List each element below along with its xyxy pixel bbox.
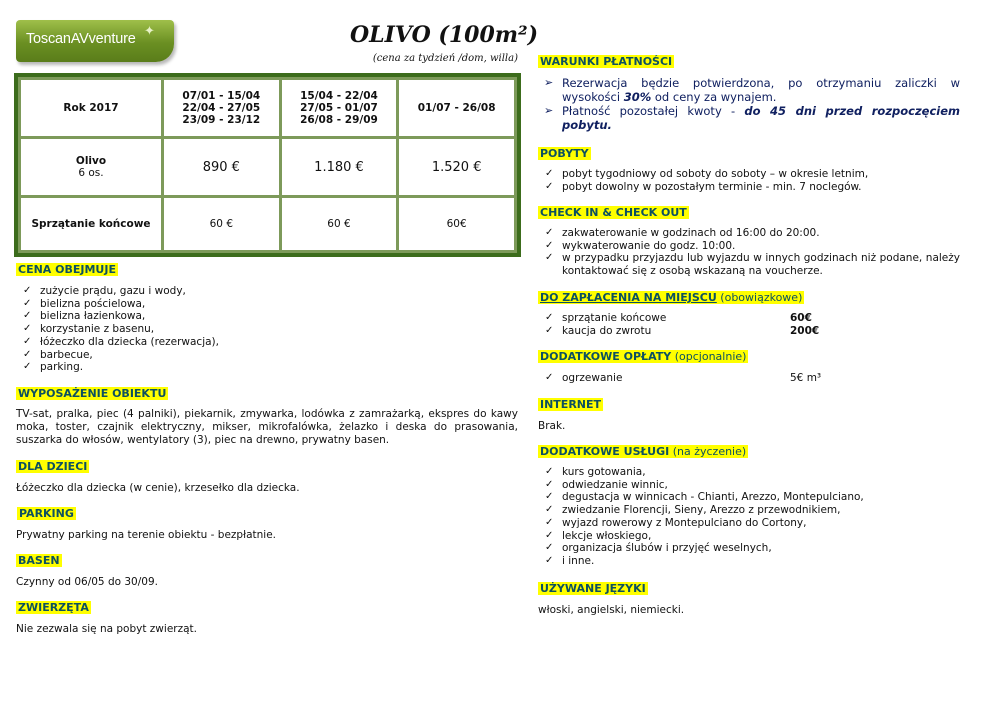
list-item: ✓ pobyt tygodniowy od soboty do soboty – w okresie letnim,	[538, 168, 960, 181]
uslugi-list	[538, 466, 960, 568]
list-item: ✓ bielizna łazienkowa,	[16, 310, 416, 323]
olivo-cell	[21, 139, 161, 195]
section-heading: CHECK IN & CHECK OUT	[540, 206, 687, 219]
section-heading	[538, 350, 748, 363]
miejscu-note: (obowiązkowe)	[716, 291, 803, 304]
parking-text: Prywatny parking na terenie obiektu - bezpłatnie.	[16, 529, 277, 541]
list-item	[538, 104, 960, 132]
warunki-2b: do 45 dni przed rozpoczęciem pobytu.	[562, 104, 960, 132]
miejscu-list	[538, 312, 960, 337]
price-cell: 1.180 €	[282, 139, 397, 195]
bird-icon: ✦	[144, 24, 155, 39]
list-item: ✓ pobyt dowolny w pozostałym terminie - min. 7 noclegów.	[538, 181, 960, 194]
warunki-1c: od ceny za wynajem.	[651, 90, 777, 104]
basen-text: Czynny od 06/05 do 30/09.	[16, 576, 158, 588]
olivo-name: Olivo	[75, 155, 107, 167]
oplaty-list	[538, 372, 960, 385]
item-label: sprzątanie końcowe	[562, 312, 667, 324]
list-item: ✓ degustacja w winnicach - Chianti, Arezzo, Montepulciano,	[538, 491, 960, 504]
section-heading: ZWIERZĘTA	[18, 601, 89, 614]
season-3: 01/07 - 26/08	[399, 80, 514, 136]
logo	[16, 20, 174, 62]
section-heading	[538, 445, 748, 458]
section-heading: DLA DZIECI	[18, 460, 88, 473]
miejscu-heading: DO ZAPŁACENIA NA MIEJSCU	[540, 291, 717, 304]
item-label: kaucja do zwrotu	[562, 324, 652, 337]
price-cell: 60€	[399, 198, 514, 250]
list-item: ✓ korzystanie z basenu,	[16, 323, 416, 336]
pobyty-list	[538, 168, 960, 193]
season-2: 15/04 - 22/04 27/05 - 01/07 26/08 - 29/09	[282, 80, 397, 136]
list-item: ✓ wykwaterowanie do godz. 10:00.	[538, 240, 960, 253]
uslugi-note: (na życzenie)	[669, 445, 747, 458]
list-item: ✓ parking.	[16, 361, 416, 374]
oplaty-heading: DODATKOWE OPŁATY	[540, 350, 672, 363]
list-item: ✓ łóżeczko dla dziecka (rezerwacja),	[16, 336, 416, 349]
zwierzeta-text: Nie zezwala się na pobyt zwierząt.	[16, 623, 197, 635]
price-table	[14, 73, 521, 257]
item-value: 60€	[790, 312, 812, 324]
list-item	[538, 372, 960, 385]
cleaning-label: Sprzątanie końcowe	[21, 198, 161, 250]
table-row	[21, 139, 514, 195]
table-row	[21, 80, 514, 136]
warunki-list	[538, 76, 960, 132]
page-title: OLIVO (100m²)	[350, 22, 539, 48]
uslugi-heading: DODATKOWE USŁUGI	[540, 445, 670, 458]
warunki-1b: 30%	[623, 90, 652, 104]
list-item: ✓ kurs gotowania,	[538, 466, 960, 479]
list-item: ✓ zakwaterowanie w godzinach od 16:00 do 20:00.	[538, 227, 960, 240]
oplaty-note: (opcjonalnie)	[671, 350, 747, 363]
section-heading: BASEN	[18, 554, 60, 567]
price-cell: 60 €	[282, 198, 397, 250]
jezyki-text: włoski, angielski, niemiecki.	[538, 604, 685, 616]
list-item: ✓ bielizna pościelowa,	[16, 298, 416, 311]
item-label: ogrzewanie	[562, 372, 623, 384]
season-1: 07/01 - 15/04 22/04 - 27/05 23/09 - 23/12	[164, 80, 279, 136]
price-cell: 890 €	[164, 139, 279, 195]
list-item: ✓ organizacja ślubów i przyjęć weselnych,	[538, 542, 960, 555]
list-item: ✓ w przypadku przyjazdu lub wyjazdu w innych godzinach niż podane, należy kontaktować się z osobą wskazaną na voucherze.	[538, 252, 960, 277]
olivo-capacity: 6 os.	[78, 167, 104, 179]
warunki-2a: Płatność pozostałej kwoty -	[562, 104, 745, 118]
item-value: 200€	[790, 324, 820, 337]
page-subtitle: (cena za tydzień /dom, willa)	[372, 53, 518, 64]
list-item	[538, 312, 960, 325]
price-cell: 60 €	[164, 198, 279, 250]
list-item: ✓ zwiedzanie Florencji, Sieny, Arezzo z przewodnikiem,	[538, 504, 960, 517]
logo-text: ToscanAVventure	[26, 31, 136, 47]
list-item: ✓ wyjazd rowerowy z Montepulciano do Cortony,	[538, 517, 960, 530]
wyposazenie-text: TV-sat, pralka, piec (4 palniki), piekarnik, zmywarka, lodówka z zamrażarką, ekspres do kawy moka, toster, czajnik elektryczny, mikser, mikrofalówka, żelazko i deska do prasowania, suszarka do włosów, wentylatory (3), piec na drewno, prywatny basen.	[16, 408, 518, 446]
dzieci-text: Łóżeczko dla dziecka (w cenie), krzesełko dla dziecka.	[16, 482, 300, 494]
list-item: ✓ i inne.	[538, 555, 960, 568]
list-item: ✓ barbecue,	[16, 349, 416, 362]
item-value: 5€ m³	[790, 372, 822, 384]
checkin-list	[538, 227, 960, 278]
year-cell: Rok 2017	[21, 80, 161, 136]
section-heading: WYPOSAŻENIE OBIEKTU	[18, 387, 167, 400]
table-row	[21, 198, 514, 250]
internet-text: Brak.	[538, 420, 566, 432]
list-item: ✓ lekcje włoskiego,	[538, 530, 960, 543]
cena-list	[16, 285, 416, 374]
warunki-1a: Rezerwacja będzie potwierdzona, po otrzymaniu zaliczki w wysokości	[562, 76, 960, 104]
section-heading: CENA OBEJMUJE	[18, 263, 116, 276]
list-item: ✓ zużycie prądu, gazu i wody,	[16, 285, 416, 298]
section-heading: UŻYWANE JĘZYKI	[540, 582, 646, 595]
list-item	[538, 76, 960, 104]
section-heading: WARUNKI PŁATNOŚCI	[540, 55, 673, 68]
section-heading	[538, 291, 804, 304]
list-item: ✓ odwiedzanie winnic,	[538, 479, 960, 492]
section-heading: PARKING	[19, 507, 74, 520]
section-heading: POBYTY	[540, 147, 589, 160]
section-heading: INTERNET	[540, 398, 602, 411]
list-item	[538, 325, 960, 338]
price-cell: 1.520 €	[399, 139, 514, 195]
